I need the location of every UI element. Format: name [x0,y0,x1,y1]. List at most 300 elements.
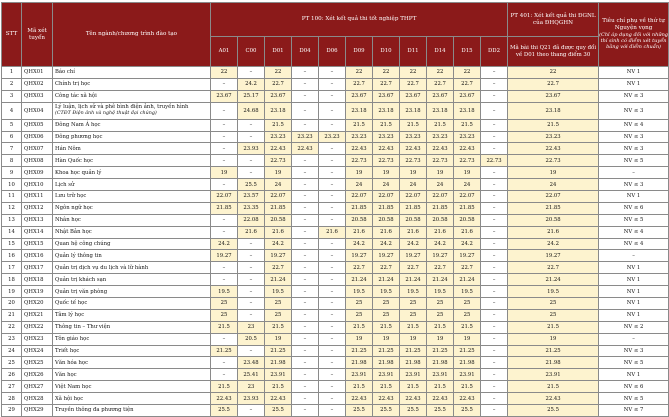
row-criteria: NV ≤ 5 [599,393,669,405]
row-score-dd2: – [481,102,508,119]
row-score-c00: – [238,67,265,79]
row-score-d01: 22.73 [265,155,292,167]
row-score-d09: 24.2 [346,238,373,250]
row-score-d04: – [292,167,319,179]
row-score-d04: – [292,357,319,369]
row-score-d01: 19.5 [265,286,292,298]
row-pt401-score: 21.5 [508,321,599,333]
row-score-d01: 21.98 [265,357,292,369]
row-score-d10: 20.58 [373,214,400,226]
row-score-d15: 21.6 [454,226,481,238]
row-score-dd2: – [481,393,508,405]
row-score-d04: – [292,286,319,298]
row-score-d06: 23.23 [319,131,346,143]
table-row [2,155,669,167]
row-score-a01: – [211,131,238,143]
row-score-d04: – [292,405,319,417]
row-score-dd2: – [481,167,508,179]
row-score-d14: 25 [427,309,454,321]
row-score-d11: 22.73 [400,155,427,167]
row-score-d01: 22.7 [265,78,292,90]
row-pt401-score: 21.25 [508,345,599,357]
row-code: QHX09 [22,167,53,179]
row-score-d06: – [319,393,346,405]
row-stt: 1 [2,67,22,79]
row-criteria: NV ≤ 3 [599,179,669,191]
row-score-d09: 21.5 [346,381,373,393]
row-score-d11: 21.24 [400,274,427,286]
table-row [2,131,669,143]
row-score-a01: 21.25 [211,345,238,357]
row-score-c00: – [238,274,265,286]
row-stt: 9 [2,167,22,179]
row-score-c00: 23.93 [238,143,265,155]
row-score-a01: 21.5 [211,381,238,393]
row-score-c00: – [238,238,265,250]
row-score-d15: 24 [454,179,481,191]
header-block-d04: D04 [292,37,319,67]
row-score-c00: 23 [238,381,265,393]
row-score-d01: 22.07 [265,191,292,203]
row-score-d15: 19 [454,167,481,179]
row-score-c00: 23.57 [238,191,265,203]
row-score-d14: 23.67 [427,90,454,102]
row-stt: 16 [2,250,22,262]
header-stt: STT [2,3,22,67]
header-block-a01: A01 [211,37,238,67]
row-score-c00: – [238,119,265,131]
header-criteria-title: Tiêu chí phụ về thứ tự Nguyện vọng [602,18,665,31]
row-pt401-score: 22.73 [508,155,599,167]
row-code: QHX17 [22,262,53,274]
table-row [2,381,669,393]
row-score-d11: 21.5 [400,321,427,333]
row-criteria: NV ≤ 3 [599,131,669,143]
row-score-d10: 21.85 [373,202,400,214]
header-block-dd2: DD2 [481,37,508,67]
row-score-dd2: – [481,214,508,226]
row-score-d11: 22 [400,67,427,79]
row-score-d09: 22.07 [346,191,373,203]
row-score-c00: – [238,250,265,262]
row-score-d15: 22.43 [454,393,481,405]
row-score-a01: – [211,119,238,131]
row-pt401-score: 23.91 [508,369,599,381]
row-program-name: Văn học [53,369,211,381]
row-score-dd2: – [481,67,508,79]
row-score-d09: 19.27 [346,250,373,262]
row-program-name: Quốc tế học [53,298,211,310]
row-criteria: NV ≤ 3 [599,143,669,155]
row-score-d14: 21.5 [427,381,454,393]
row-score-dd2: – [481,405,508,417]
row-score-d10: 22.7 [373,78,400,90]
row-program-name: Tôn giáo học [53,333,211,345]
row-pt401-score: 19 [508,333,599,345]
row-score-d10: 23.67 [373,90,400,102]
row-score-d14: 25 [427,298,454,310]
header-pt401: PT 401: Xét kết quả thi ĐGNL của ĐHQGHN [508,3,599,37]
row-code: QHX23 [22,333,53,345]
row-code: QHX14 [22,226,53,238]
row-stt: 25 [2,357,22,369]
row-criteria: NV ≤ 7 [599,405,669,417]
row-stt: 15 [2,238,22,250]
row-score-d14: 23.91 [427,369,454,381]
header-pt100: PT 100: Xét kết quả thi tốt nghiệp THPT [211,3,508,37]
row-program-name: Quản trị khách sạn [53,274,211,286]
row-criteria: NV ≤ 5 [599,214,669,226]
row-score-a01: 21.85 [211,202,238,214]
row-score-dd2: – [481,202,508,214]
row-score-a01: 22.43 [211,393,238,405]
row-score-dd2: – [481,309,508,321]
row-score-dd2: – [481,262,508,274]
row-score-d01: 19.27 [265,250,292,262]
row-score-d01: 22.43 [265,143,292,155]
row-code: QHX24 [22,345,53,357]
row-score-dd2: – [481,298,508,310]
row-score-d14: 19 [427,167,454,179]
row-score-c00: 25.41 [238,369,265,381]
row-code: QHX16 [22,250,53,262]
table-row [2,250,669,262]
row-score-d11: 20.58 [400,214,427,226]
row-score-d10: 23.23 [373,131,400,143]
row-score-d15: 23.18 [454,102,481,119]
row-score-c00: – [238,298,265,310]
row-score-d09: 21.5 [346,119,373,131]
row-score-d10: 25 [373,309,400,321]
row-code: QHX26 [22,369,53,381]
row-score-d10: 21.5 [373,321,400,333]
row-score-d01: 21.5 [265,119,292,131]
row-score-a01: – [211,143,238,155]
row-score-dd2: – [481,274,508,286]
row-pt401-score: 21.85 [508,202,599,214]
row-program-name: Thông tin – Thư viện [53,321,211,333]
row-score-d09: 20.58 [346,214,373,226]
row-pt401-score: 22 [508,67,599,79]
header-code: Mã xét tuyển [22,3,53,67]
row-score-d11: 19 [400,333,427,345]
row-score-dd2: 22.73 [481,155,508,167]
row-score-d15: 22 [454,67,481,79]
row-score-d09: 25 [346,309,373,321]
row-score-d11: 21.6 [400,226,427,238]
table-row [2,286,669,298]
row-score-d14: 21.98 [427,357,454,369]
row-program-name: Khoa học quản lý [53,167,211,179]
row-score-d14: 22.43 [427,393,454,405]
row-score-a01: – [211,369,238,381]
row-stt: 21 [2,309,22,321]
row-stt: 11 [2,191,22,203]
row-score-d15: 21.24 [454,274,481,286]
row-score-d04: – [292,67,319,79]
row-program-name: Ngôn ngữ học [53,202,211,214]
table-row [2,357,669,369]
row-score-d11: 22.43 [400,143,427,155]
row-score-d01: 21.6 [265,226,292,238]
row-score-d06: – [319,90,346,102]
row-score-d11: 24.2 [400,238,427,250]
row-program-name: Văn hóa học [53,357,211,369]
row-score-d06: – [319,119,346,131]
row-score-d11: 23.23 [400,131,427,143]
row-score-dd2: – [481,250,508,262]
row-pt401-score: 22.43 [508,143,599,155]
row-score-d06: – [319,321,346,333]
row-score-d06: – [319,381,346,393]
header-block-d06: D06 [319,37,346,67]
row-criteria: NV 1 [599,78,669,90]
row-stt: 3 [2,90,22,102]
row-stt: 26 [2,369,22,381]
row-code: QHX20 [22,298,53,310]
row-code: QHX13 [22,214,53,226]
row-score-c00: 24.68 [238,102,265,119]
table-row [2,238,669,250]
row-score-dd2: – [481,357,508,369]
row-score-d14: 22.73 [427,155,454,167]
row-criteria: NV ≤ 5 [599,155,669,167]
table-header [2,3,669,67]
row-score-d14: 25.5 [427,405,454,417]
row-score-d04: – [292,202,319,214]
row-code: QHX29 [22,405,53,417]
row-score-d11: 21.25 [400,345,427,357]
row-pt401-score: 22.43 [508,393,599,405]
row-score-d06: – [319,369,346,381]
table-row [2,214,669,226]
row-score-dd2: – [481,369,508,381]
row-score-d01: 21.24 [265,274,292,286]
row-score-a01: 25 [211,298,238,310]
row-score-d11: 22.7 [400,262,427,274]
row-score-d09: 21.25 [346,345,373,357]
row-code: QHX25 [22,357,53,369]
row-score-d09: 21.98 [346,357,373,369]
row-score-dd2: – [481,131,508,143]
row-program-name: Truyền thông đa phương tiện [53,405,211,417]
row-score-d04: – [292,309,319,321]
row-pt401-score: 22.7 [508,78,599,90]
row-score-d01: 21.5 [265,321,292,333]
row-stt: 27 [2,381,22,393]
row-score-d11: 19.5 [400,286,427,298]
row-pt401-score: 21.5 [508,381,599,393]
row-score-d04: – [292,226,319,238]
row-score-d15: 24.2 [454,238,481,250]
row-score-d01: 22.7 [265,262,292,274]
row-score-d10: 21.24 [373,274,400,286]
row-program-name: Đông Nam Á học [53,119,211,131]
row-score-d04: – [292,274,319,286]
row-criteria: – [599,250,669,262]
row-stt: 19 [2,286,22,298]
row-score-a01: – [211,357,238,369]
header-program: Tên ngành/chương trình đào tạo [53,3,211,67]
table-row [2,202,669,214]
row-score-d11: 25 [400,298,427,310]
row-score-d04: – [292,393,319,405]
row-score-d10: 22.43 [373,393,400,405]
row-criteria: NV ≤ 5 [599,357,669,369]
row-stt: 22 [2,321,22,333]
row-score-d09: 21.24 [346,274,373,286]
row-score-dd2: – [481,381,508,393]
row-score-d09: 22 [346,67,373,79]
row-score-d14: 21.25 [427,345,454,357]
row-score-d14: 21.5 [427,119,454,131]
row-score-dd2: – [481,78,508,90]
row-score-d15: 25 [454,309,481,321]
row-score-d10: 24.2 [373,238,400,250]
table-row [2,321,669,333]
row-pt401-score: 19 [508,167,599,179]
row-score-a01: 19 [211,167,238,179]
row-score-a01: – [211,179,238,191]
row-stt: 28 [2,393,22,405]
table-row [2,143,669,155]
row-criteria: NV 1 [599,298,669,310]
row-stt: 2 [2,78,22,90]
row-score-d10: 22.43 [373,143,400,155]
row-score-a01: 21.5 [211,321,238,333]
row-score-c00: 25.5 [238,179,265,191]
row-score-c00: – [238,309,265,321]
row-score-c00: 24.2 [238,78,265,90]
row-score-d04: – [292,102,319,119]
row-score-c00: – [238,286,265,298]
row-score-d15: 22.43 [454,143,481,155]
row-score-d15: 25 [454,298,481,310]
row-score-c00: – [238,155,265,167]
row-code: QHX07 [22,143,53,155]
row-score-d15: 21.5 [454,119,481,131]
row-program-name: Nhật Bản học [53,226,211,238]
row-stt: 7 [2,143,22,155]
row-stt: 24 [2,345,22,357]
row-score-d09: 21.6 [346,226,373,238]
table-row [2,274,669,286]
row-score-d11: 19 [400,167,427,179]
row-score-d10: 22 [373,67,400,79]
row-score-d10: 19 [373,333,400,345]
row-score-d09: 19 [346,167,373,179]
row-code: QHX05 [22,119,53,131]
row-score-d10: 23.91 [373,369,400,381]
table-row [2,405,669,417]
row-score-dd2: – [481,333,508,345]
row-score-d01: 23.67 [265,90,292,102]
row-score-d06: – [319,309,346,321]
row-score-d06: – [319,155,346,167]
row-score-d09: 23.91 [346,369,373,381]
row-score-d14: 22.43 [427,143,454,155]
row-criteria: NV 1 [599,286,669,298]
row-score-d15: 20.58 [454,214,481,226]
row-score-d10: 21.25 [373,345,400,357]
row-pt401-score: 24.2 [508,238,599,250]
row-score-d09: 21.5 [346,321,373,333]
row-score-d04: – [292,262,319,274]
row-score-d10: 19 [373,167,400,179]
row-score-d14: 22.07 [427,191,454,203]
row-score-d11: 21.98 [400,357,427,369]
row-score-d04: – [292,119,319,131]
row-score-d14: 22.7 [427,262,454,274]
row-score-dd2: – [481,119,508,131]
row-score-d06: – [319,238,346,250]
row-score-c00: 23.35 [238,202,265,214]
row-score-d15: 22.73 [454,155,481,167]
row-code: QHX28 [22,393,53,405]
row-score-d01: 21.5 [265,381,292,393]
row-score-d04: – [292,155,319,167]
row-score-d01: 21.85 [265,202,292,214]
row-score-a01: – [211,155,238,167]
row-stt: 5 [2,119,22,131]
row-score-d10: 21.98 [373,357,400,369]
row-stt: 20 [2,298,22,310]
row-score-d06: – [319,286,346,298]
row-pt401-score: 22.7 [508,262,599,274]
row-score-d04: – [292,298,319,310]
row-pt401-score: 21.5 [508,119,599,131]
row-score-d11: 21.5 [400,119,427,131]
row-score-d09: 19 [346,333,373,345]
row-score-d04: – [292,369,319,381]
row-criteria: NV ≤ 2 [599,321,669,333]
row-program-subtitle: (CTĐT Điện ảnh và nghệ thuật đại chúng) [55,110,157,116]
header-block-d09: D09 [346,37,373,67]
row-stt: 13 [2,214,22,226]
row-score-a01: 22 [211,67,238,79]
header-block-c00: C00 [238,37,265,67]
row-score-d04: – [292,90,319,102]
row-code: QHX10 [22,179,53,191]
row-score-a01: – [211,262,238,274]
row-score-d01: 23.18 [265,102,292,119]
row-code: QHX11 [22,191,53,203]
row-score-d09: 21.85 [346,202,373,214]
row-score-c00: 21.6 [238,226,265,238]
row-score-d01: 22.43 [265,393,292,405]
row-pt401-score: 22.07 [508,191,599,203]
row-score-d11: 21.85 [400,202,427,214]
row-pt401-score: 25.5 [508,405,599,417]
row-pt401-score: 23.23 [508,131,599,143]
row-score-d09: 22.43 [346,393,373,405]
row-score-d14: 23.23 [427,131,454,143]
row-score-d15: 19 [454,333,481,345]
row-score-d04: – [292,214,319,226]
row-score-a01: – [211,226,238,238]
row-score-d09: 22.7 [346,78,373,90]
row-pt401-score: 21.6 [508,226,599,238]
row-score-d14: 23.18 [427,102,454,119]
header-block-d11: D11 [400,37,427,67]
row-score-d15: 22.7 [454,262,481,274]
row-program-name: Triết học [53,345,211,357]
row-score-c00: 25.17 [238,90,265,102]
row-score-d04: – [292,78,319,90]
row-score-d15: 21.85 [454,202,481,214]
row-score-d14: 19 [427,333,454,345]
row-code: QHX18 [22,274,53,286]
